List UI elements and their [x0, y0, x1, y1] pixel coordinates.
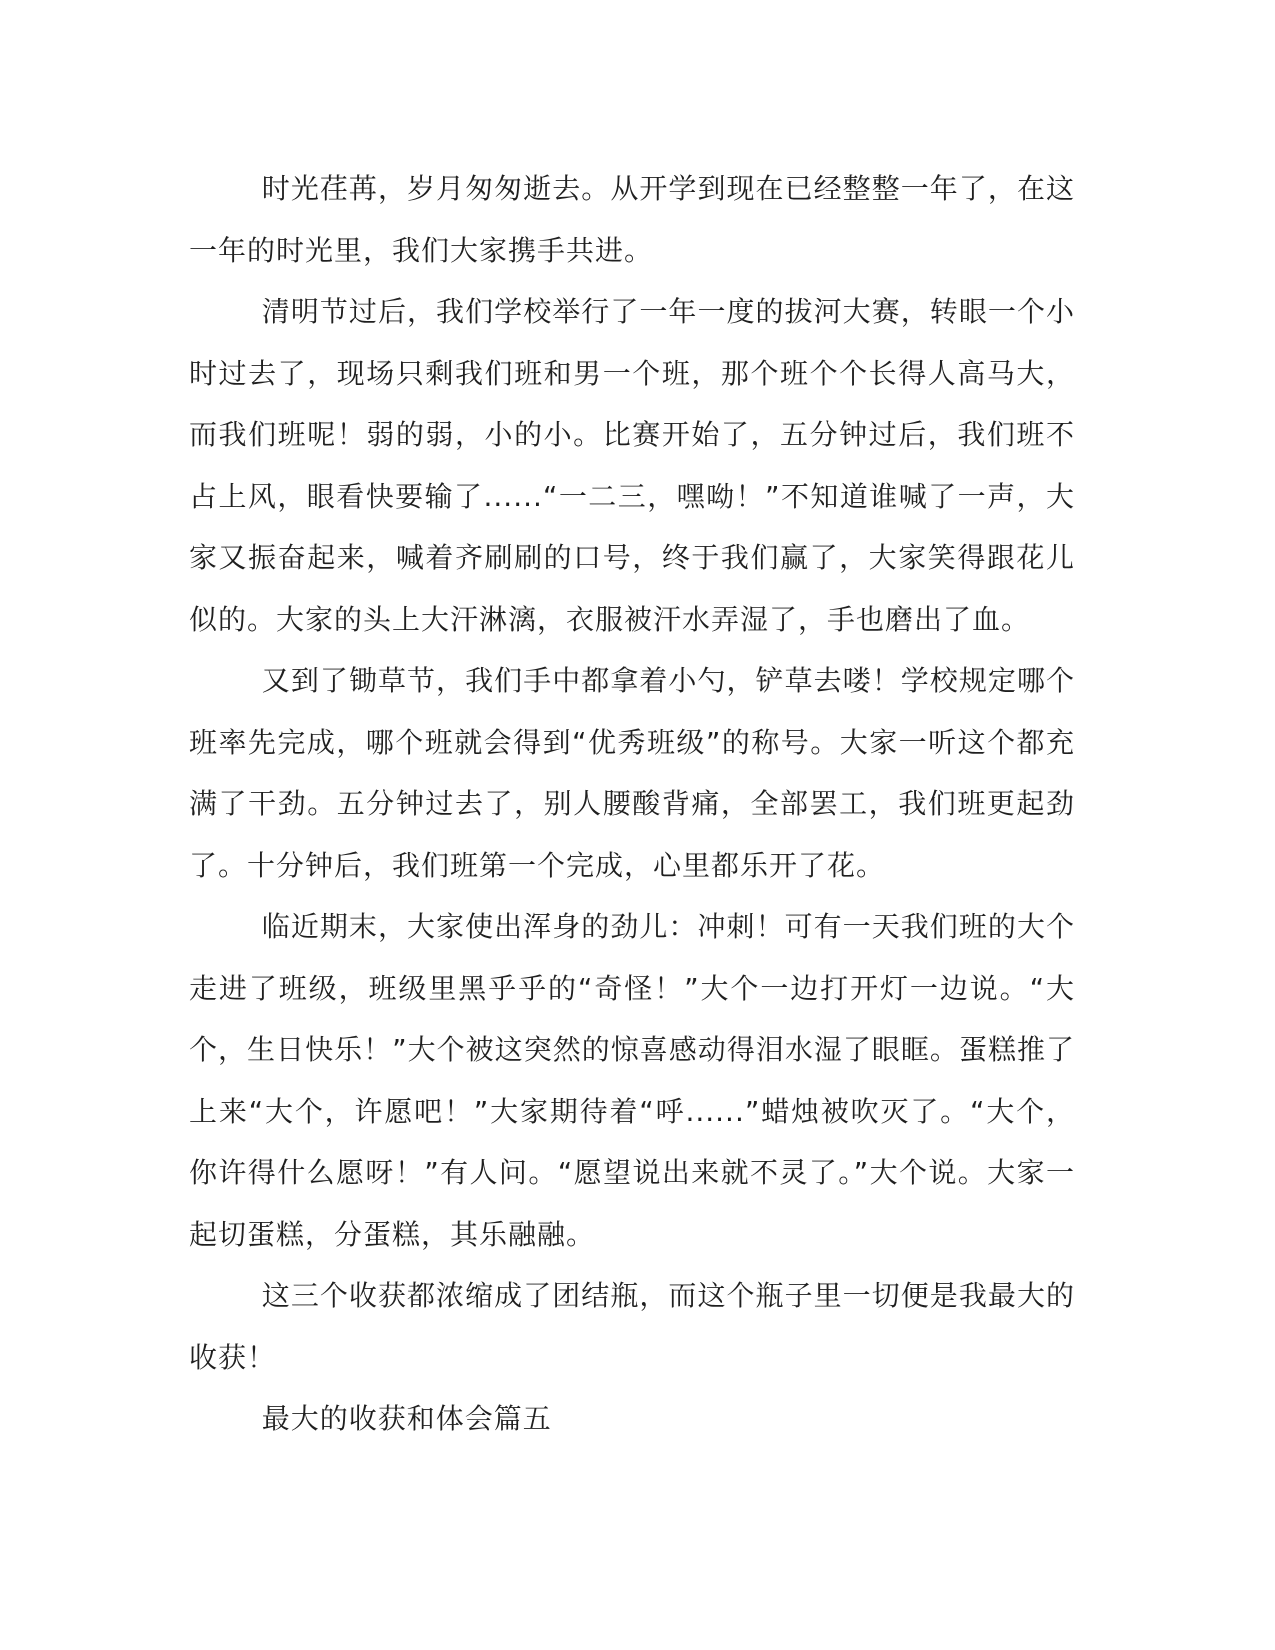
paragraph-conclusion: 这三个收获都浓缩成了团结瓶，而这个瓶子里一切便是我最大的收获！: [189, 1279, 1075, 1374]
paragraph-tug-of-war: 清明节过后，我们学校举行了一年一度的拔河大赛，转眼一个小时过去了，现场只剩我们班和男一个班，那个班个个长得人高马大，而我们班呢！弱的弱，小的小。比赛开始了，五分钟过后，我们班不占上风，眼看快要输了......“一二三，嘿呦！”不知道谁喊了一声，大家又振奋起来，喊着齐刷刷的口号，终于我们赢了，大家笑得跟花儿似的。大家的头上大汗淋漓，衣服被汗水弄湿了，手也磨出了血。: [189, 295, 1075, 636]
paragraph-birthday: 临近期末，大家使出浑身的劲儿：冲刺！可有一天我们班的大个走进了班级，班级里黑乎乎的“奇怪！”大个一边打开灯一边说。“大个，生日快乐！”大个被这突然的惊喜感动得泪水湿了眼眶。蛋糕推了上来“大个，许愿吧！”大家期待着“呼......”蜡烛被吹灭了。“大个，你许得什么愿呀！”有人问。“愿望说出来就不灵了。”大个说。大家一起切蛋糕，分蛋糕，其乐融融。: [189, 910, 1075, 1251]
paragraph-weeding-day: 又到了锄草节，我们手中都拿着小勺，铲草去喽！学校规定哪个班率先完成，哪个班就会得到“优秀班级”的称号。大家一听这个都充满了干劲。五分钟过去了，别人腰酸背痛，全部罢工，我们班更起劲了。十分钟后，我们班第一个完成，心里都乐开了花。: [189, 664, 1075, 882]
section-heading: 最大的收获和体会篇五: [261, 1402, 552, 1435]
document-body: [189, 158, 1075, 1450]
paragraph-intro: 时光荏苒，岁月匆匆逝去。从开学到现在已经整整一年了，在这一年的时光里，我们大家携手共进。: [189, 172, 1075, 267]
